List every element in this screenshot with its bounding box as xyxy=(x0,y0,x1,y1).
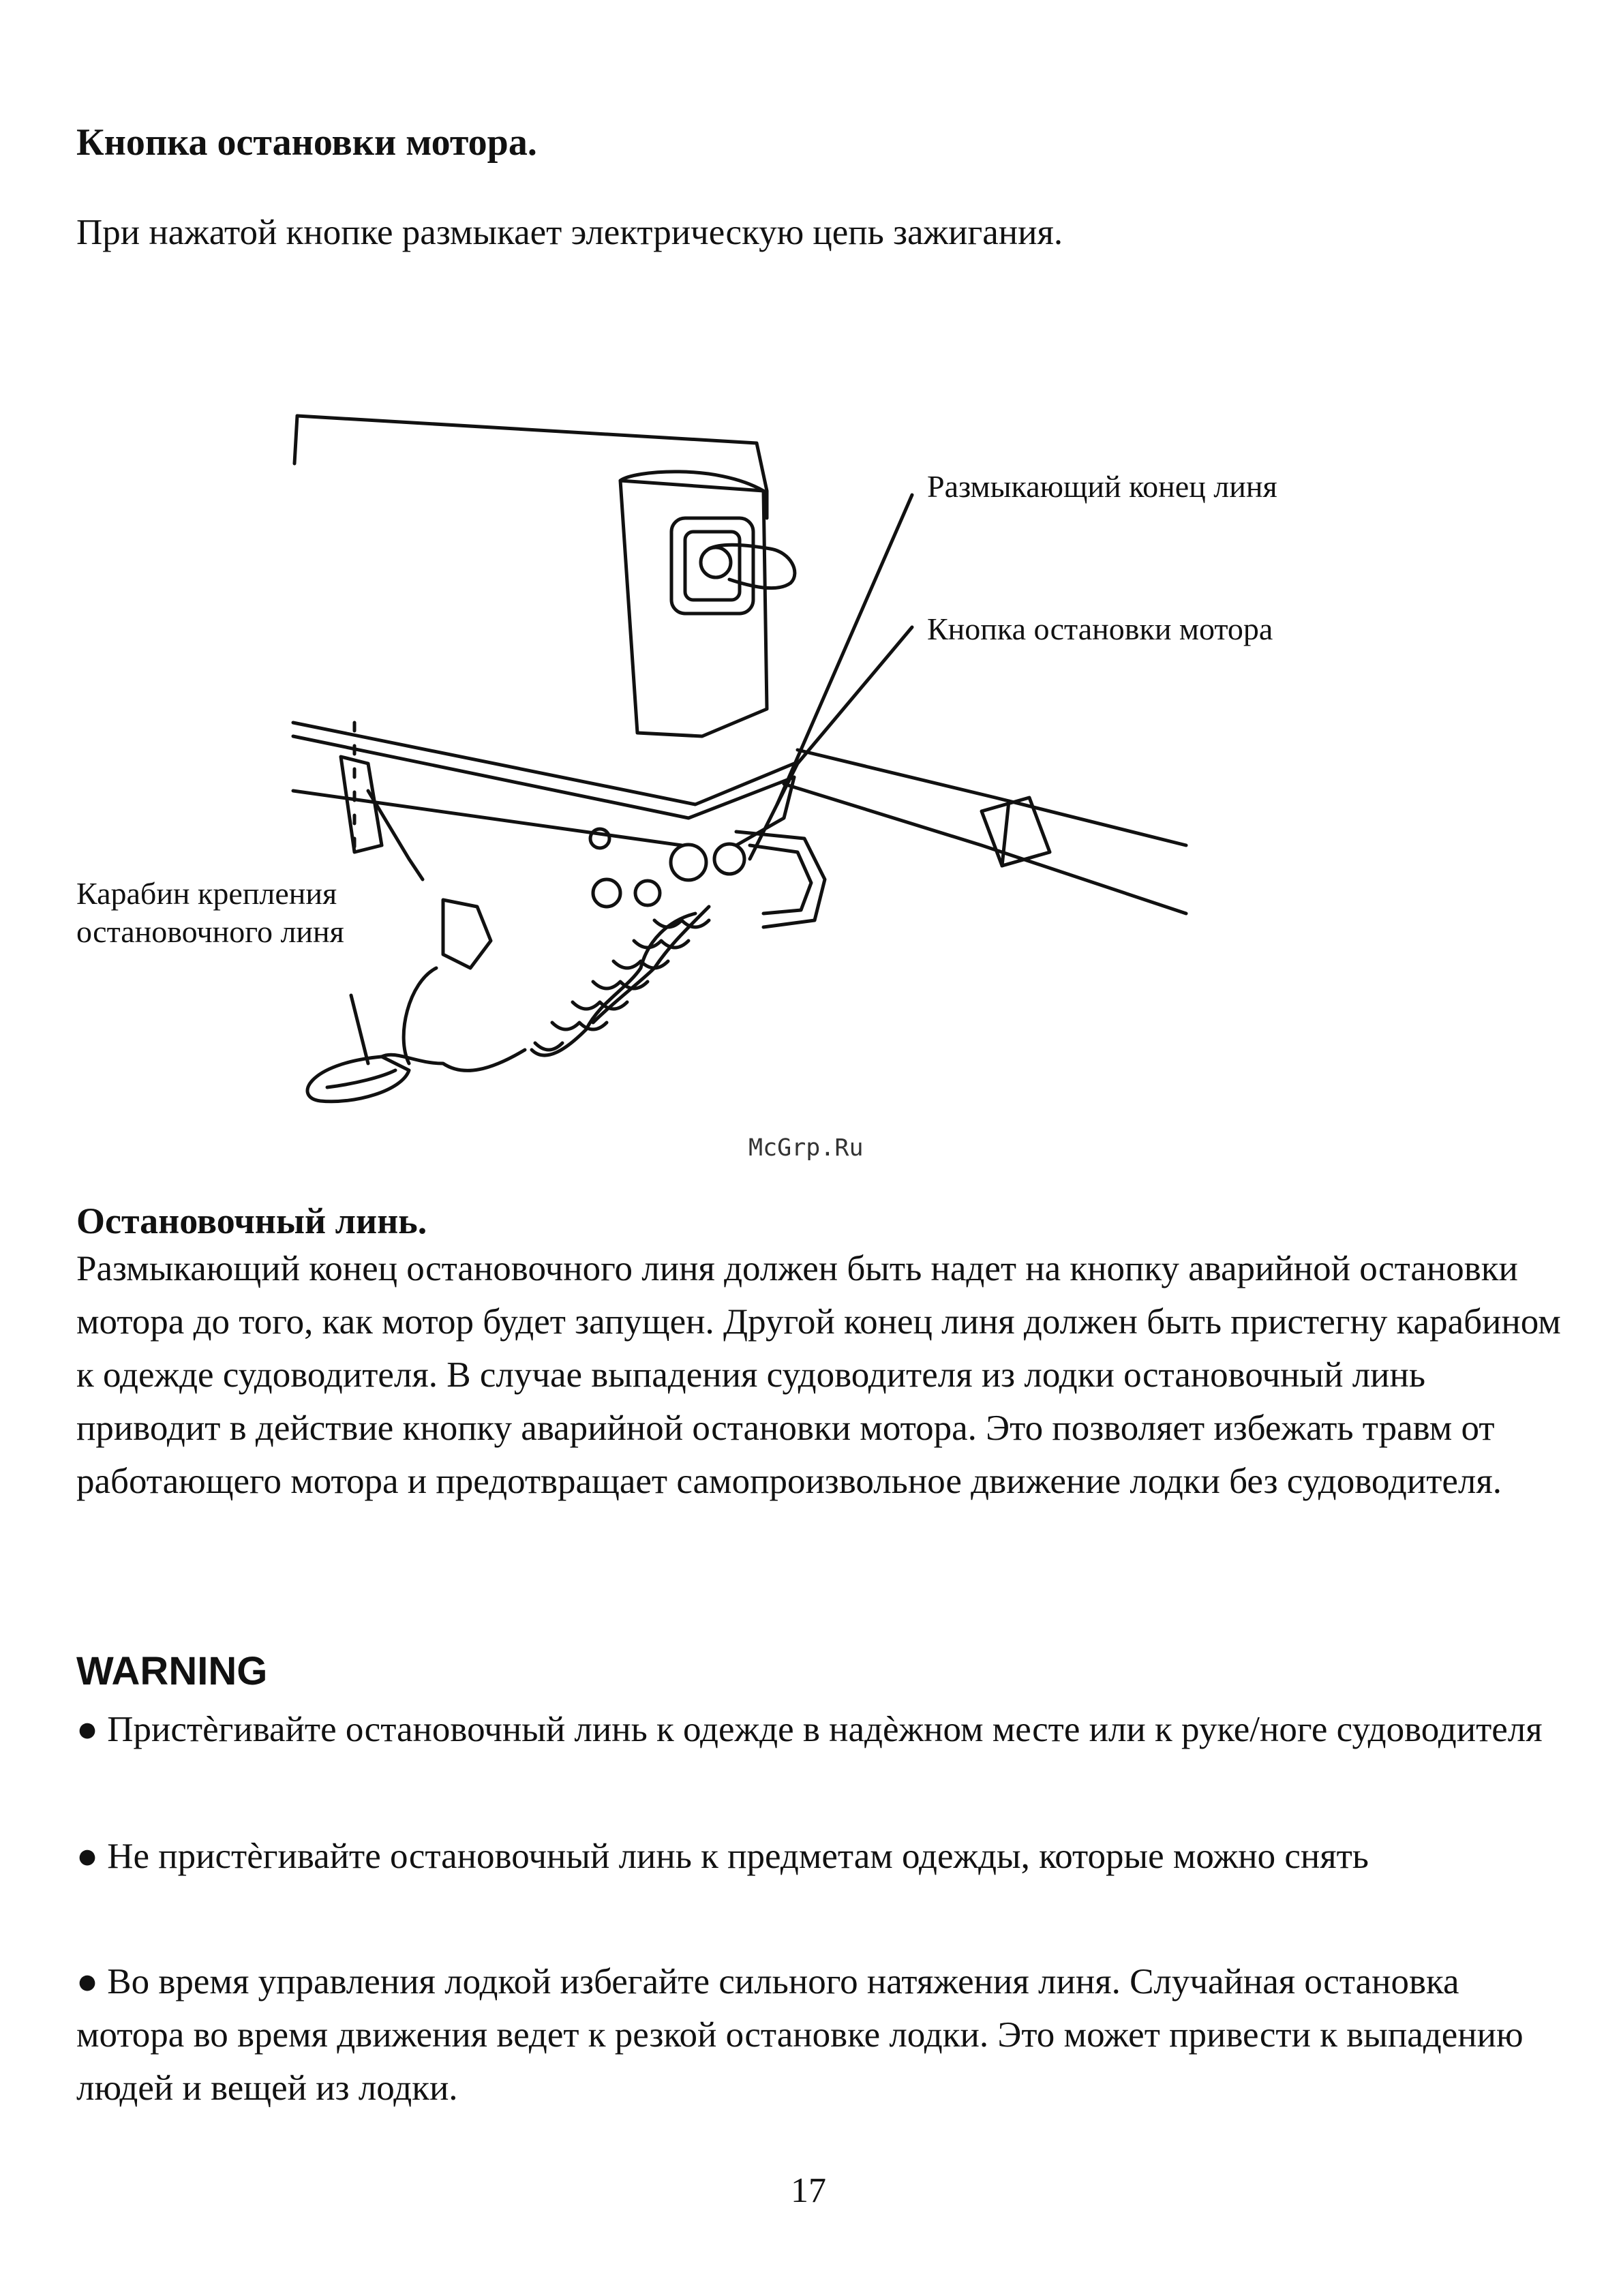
section-body: Размыкающий конец остановочного линя должен быть надет на кнопку аварийной остановки мотора до того, как мотор будет запущен. Другой конец линя должен быть пристегну карабином к одежде судоводителя. В случае выпадения судоводителя из лодки остановочный линь приводит в действие кнопку аварийной остановки мотора. Это позволяет избежать травм от работающего мотора и предотвращает самопроизвольное движение лодки без судоводителя. xyxy=(76,1249,1561,1501)
label-carabiner-line2: остановочного линя xyxy=(76,914,344,949)
watermark: McGrp.Ru xyxy=(748,1134,864,1162)
page-title: Кнопка остановки мотора. xyxy=(76,121,537,164)
warning-heading: WARNING xyxy=(76,1649,268,1693)
label-release-end: Размыкающий конец линя xyxy=(927,469,1277,504)
warning-bullet: ● Во время управления лодкой избегайте сильного натяжения линя. Случайная остановка мотора во время движения ведет к резкой остановке лодки. Это может привести к выпадению людей и вещей из лодки. xyxy=(76,1962,1524,2108)
label-carabiner-line1: Карабин крепления xyxy=(76,876,337,911)
label-stop-button: Кнопка остановки мотора xyxy=(927,611,1273,646)
lanyard-loop xyxy=(307,1057,409,1102)
leader-carabiner xyxy=(351,995,368,1063)
page-number: 17 xyxy=(791,2171,826,2210)
label-carabiner xyxy=(76,875,485,951)
warning-bullet: ● Не пристѐгивайте остановочный линь к предметам одежды, которые можно снять xyxy=(76,1837,1369,1876)
section-heading: Остановочный линь. xyxy=(76,1200,427,1241)
warning-bullet: ● Пристѐгивайте остановочный линь к одежде в надѐжном месте или к руке/ноге судоводителя xyxy=(76,1710,1543,1749)
intro-paragraph: При нажатой кнопке размыкает электрическую цепь зажигания. xyxy=(76,213,1063,252)
